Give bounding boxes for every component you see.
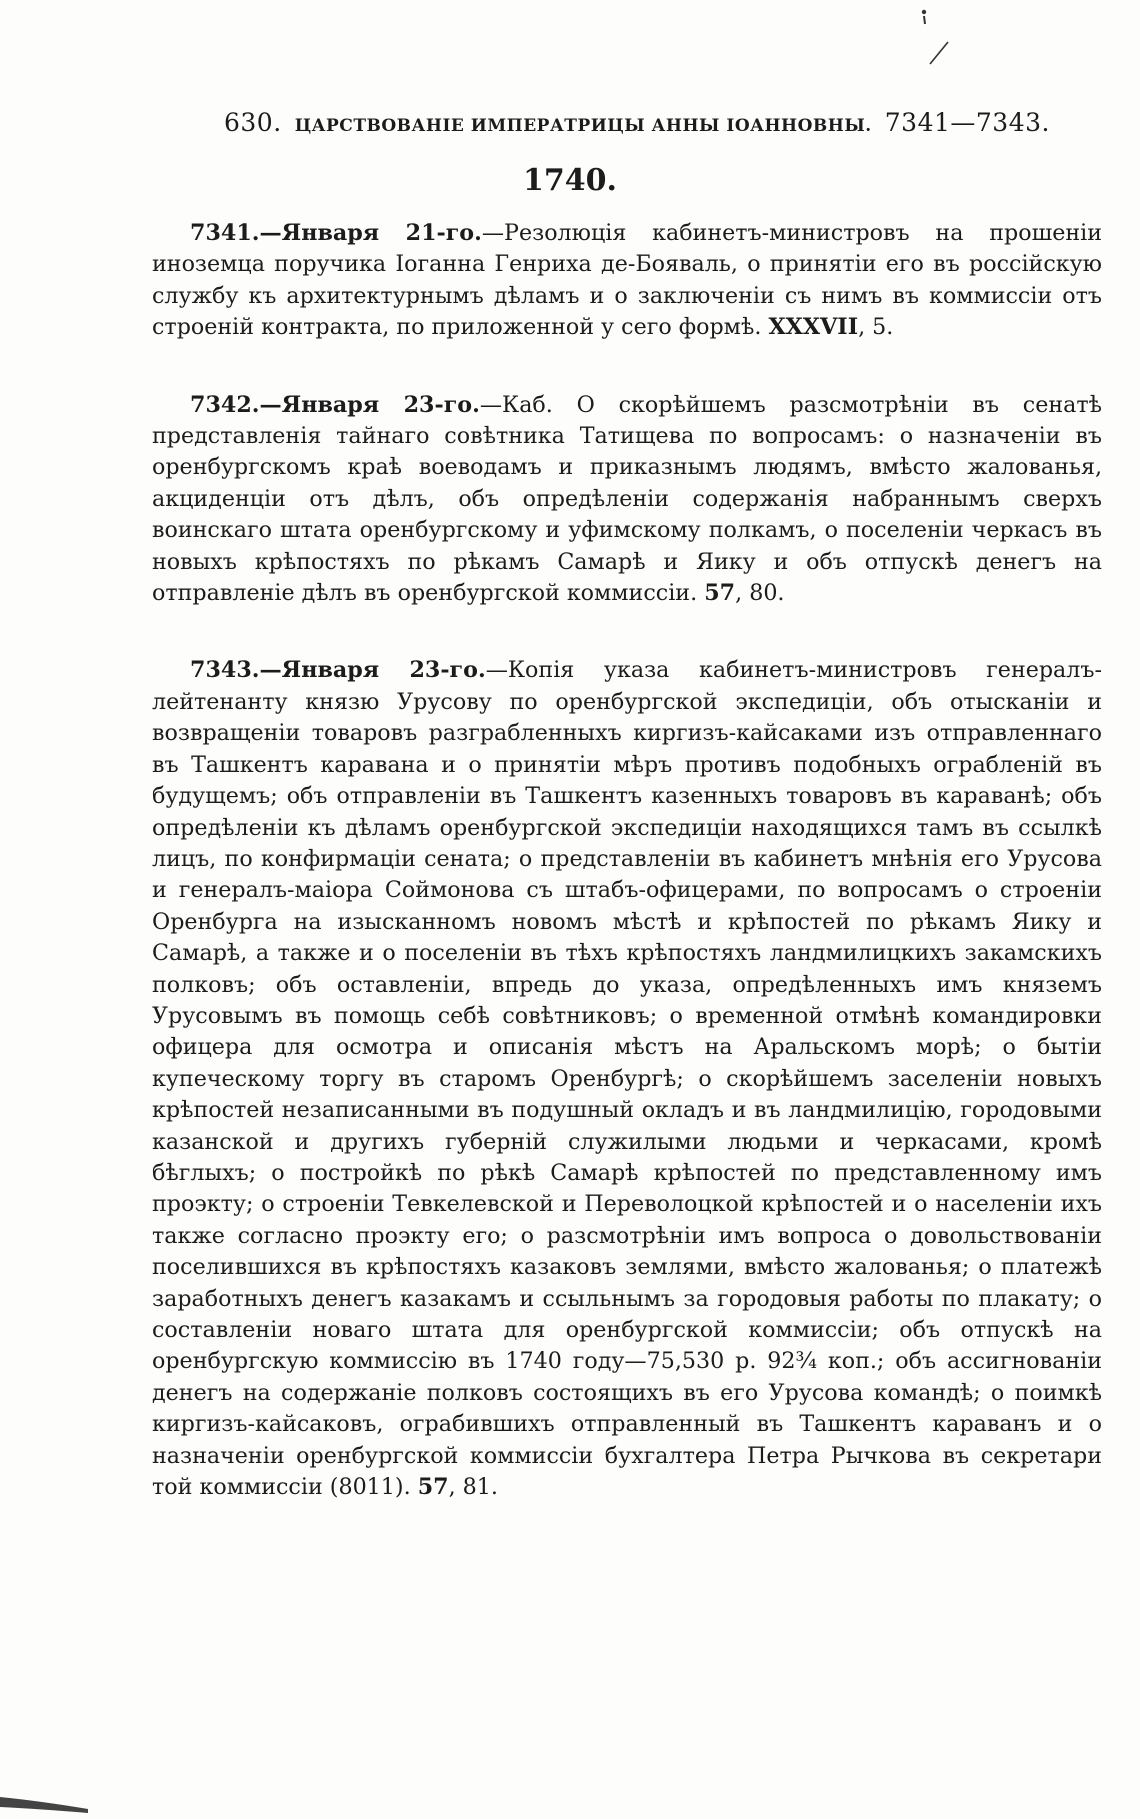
- running-title: ЦАРСТВОВАНІЕ ИМПЕРАТРИЦЫ АННЫ ІОАННОВНЫ.: [294, 116, 872, 136]
- entry-text: —Копія указа кабинетъ-министровъ генералъ-лейтенанту князю Урусову по оренбургской экспедиціи, объ отысканіи и возвращеніи товаровъ разграбленныхъ киргизъ-кайсаками изъ отправленнаго въ Ташкентъ каравана и о принятіи мѣръ противъ подобныхъ ограбленій въ будущемъ; объ отправленіи въ Ташкентъ казенныхъ товаровъ въ караванѣ; объ опредѣленіи къ дѣламъ оренбургской экспедиціи находящихся тамъ въ ссылкѣ лицъ, по конфирмаціи сената; о представленіи въ кабинетъ мнѣнія его Урусова и генералъ-маіора Соймонова съ штабъ-офицерами, по вопросамъ о строеніи Оренбурга на изысканномъ новомъ мѣстѣ и крѣпостей по рѣкамъ Яику и Самарѣ, а также и о поселеніи въ тѣхъ крѣпостяхъ ландмилицкихъ закамскихъ полковъ; объ оставленіи, впредь до указа, опредѣленныхъ имъ княземъ Урусовымъ въ помощь себѣ совѣтниковъ; о временной отмѣнѣ командировки офицера для осмотра и описанія мѣстъ на Аральскомъ морѣ; о бытіи купеческому торгу въ старомъ Оренбургѣ; о скорѣйшемъ заселеніи новыхъ крѣпостей незаписанными въ подушный окладъ и въ ландмилицію, городовыми казанской и другихъ губерній служилыми людьми и черкасами, кромѣ бѣглыхъ; о постройкѣ по рѣкѣ Самарѣ крѣпостей по представленному имъ проэкту; о строеніи Тевкелевской и Переволоцкой крѣпостей и о населеніи ихъ также согласно проэкту его; о разсмотрѣніи имъ вопроса о довольствованіи поселившихся въ крѣпостяхъ казаковъ землями, вмѣсто жалованья; о платежѣ заработныхъ денегъ казакамъ и ссыльнымъ за городовыя работы по плакату; о составленіи новаго штата для оренбургской коммиссіи; объ отпускѣ на оренбургскую коммиссію въ 1740 году—75,530 р. 92¾ коп.; объ ассигнованіи денегъ на содержаніе полковъ состоящихъ въ его Урусова командѣ; о поимкѣ киргизъ-кайсаковъ, ограбившихъ отправленный въ Ташкентъ караванъ и о назначеніи оренбургской коммиссіи бухгалтера Петра Рычкова въ секретари той коммиссіи (8011).: [152, 657, 1102, 1501]
- entries-list: [152, 218, 1102, 1503]
- entry-page-ref: , 81.: [448, 1474, 498, 1501]
- ink-mark-icon: [918, 8, 958, 68]
- entry-volume: 57: [417, 1474, 449, 1501]
- year-heading: 1740.: [523, 163, 617, 198]
- entry-page-ref: , 80.: [735, 580, 785, 607]
- entry-volume: XXXVII: [768, 314, 859, 341]
- entry-volume: 57: [704, 580, 736, 607]
- entry-text: —Каб. О скорѣйшемъ разсмотрѣніи въ сенатѣ представленія тайнаго совѣтника Татищева по вопросамъ: о назначеніи въ оренбургскомъ краѣ воеводамъ и приказнымъ людямъ, вмѣсто жалованья, акциденціи отъ дѣлъ, объ опредѣленіи содержанія набраннымъ сверхъ воинскаго штата оренбургскому и уфимскому полкамъ, о поселеніи черкасъ въ новыхъ крѣпостяхъ по рѣкамъ Самарѣ и Яику и объ отпускѣ денегъ на отправленіе дѣлъ въ оренбургской коммиссіи.: [152, 391, 1103, 607]
- entry-date: —Января 23-го.: [259, 391, 480, 418]
- entry-7343: [152, 655, 1102, 1503]
- entry-text: —Резолюція кабинетъ-министровъ на прошеніи иноземца поручика Іоганна Генриха де-Бояваль, о принятіи его въ россійскую службу къ архитектурнымъ дѣламъ и о заключеніи съ нимъ въ коммиссіи отъ строеній контракта, по приложенной у сего формѣ.: [152, 220, 1102, 341]
- entry-number: 7342.: [190, 391, 260, 418]
- entry-date: —Января 21-го.: [259, 220, 482, 246]
- entry-number: 7343.: [190, 657, 260, 684]
- entry-7342: [152, 390, 1102, 610]
- entry-page-ref: , 5.: [858, 314, 894, 341]
- page-number: 630.: [224, 108, 282, 137]
- binding-edge-icon: [0, 1779, 90, 1819]
- entry-7341: [152, 218, 1102, 344]
- entry-number: 7341.: [190, 220, 260, 246]
- entry-date: —Января 23-го.: [259, 657, 486, 684]
- entry-range: 7341—7343.: [884, 108, 1050, 137]
- running-head: [224, 108, 1050, 144]
